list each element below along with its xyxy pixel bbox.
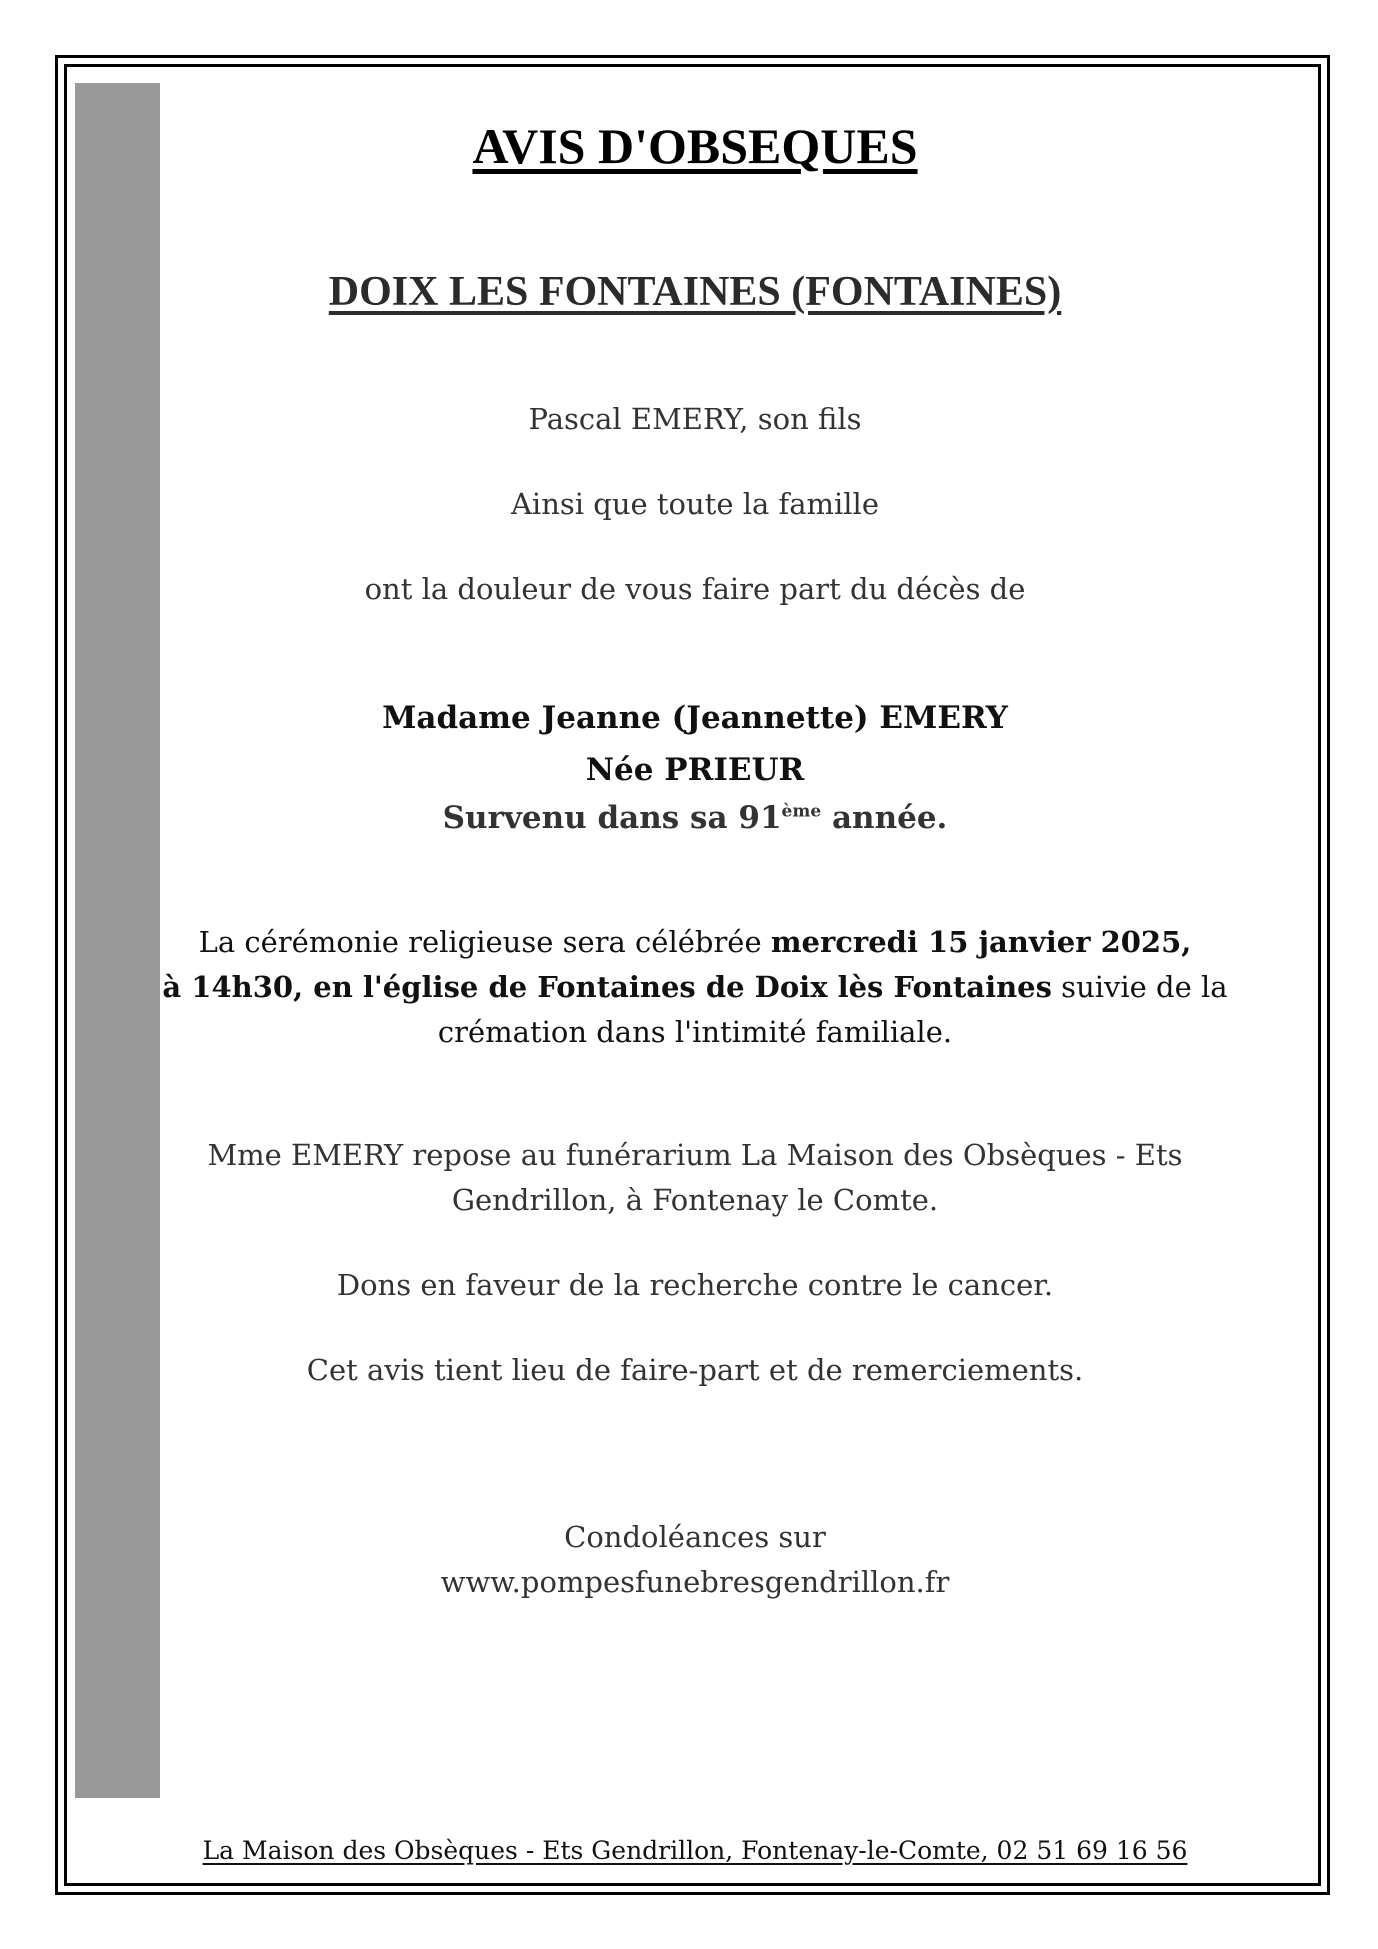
donations-line: Dons en faveur de la recherche contre le cancer. [336, 1268, 1054, 1302]
ceremony-line-1 [160, 925, 1230, 959]
maiden-name: Née PRIEUR [585, 752, 805, 788]
ceremony-followed: suivie de la [1051, 970, 1228, 1004]
notice-note: Cet avis tient lieu de faire-part et de remerciements. [306, 1353, 1084, 1387]
age-suffix: année. [821, 800, 948, 836]
ceremony-time-place: à 14h30, en l'église de Fontaines de Doix lès Fontaines [162, 970, 1052, 1004]
age-prefix: Survenu dans sa 91 [442, 800, 782, 836]
rest-line-2: Gendrillon, à Fontenay le Comte. [451, 1183, 939, 1217]
notice-title: AVIS D'OBSEQUES [472, 118, 918, 174]
age-line [160, 800, 1230, 836]
decorative-side-bar [75, 83, 160, 1798]
ceremony-date: mercredi 15 janvier 2025, [770, 925, 1192, 959]
ceremony-intro: La cérémonie religieuse sera célébrée [198, 925, 771, 959]
notice-content [160, 0, 1230, 1949]
ceremony-line-3: crémation dans l'intimité familiale. [437, 1015, 953, 1049]
condolences-label: Condoléances sur [564, 1520, 826, 1554]
rest-line-1: Mme EMERY repose au funérarium La Maison des Obsèques - Ets [207, 1138, 1183, 1172]
deceased-name: Madame Jeanne (Jeannette) EMERY [382, 700, 1008, 736]
family-line-family: Ainsi que toute la famille [510, 487, 879, 521]
family-line-son: Pascal EMERY, son fils [528, 402, 862, 436]
age-superscript: ème [781, 801, 822, 822]
footer-contact: La Maison des Obsèques - Ets Gendrillon, Fontenay-le-Comte, 02 51 69 16 56 [202, 1836, 1188, 1865]
notice-location: DOIX LES FONTAINES (FONTAINES) [328, 269, 1062, 315]
ceremony-line-2 [160, 970, 1230, 1004]
condolences-link[interactable]: www.pompesfunebresgendrillon.fr [440, 1565, 950, 1599]
announcement-line: ont la douleur de vous faire part du décès de [364, 572, 1026, 606]
